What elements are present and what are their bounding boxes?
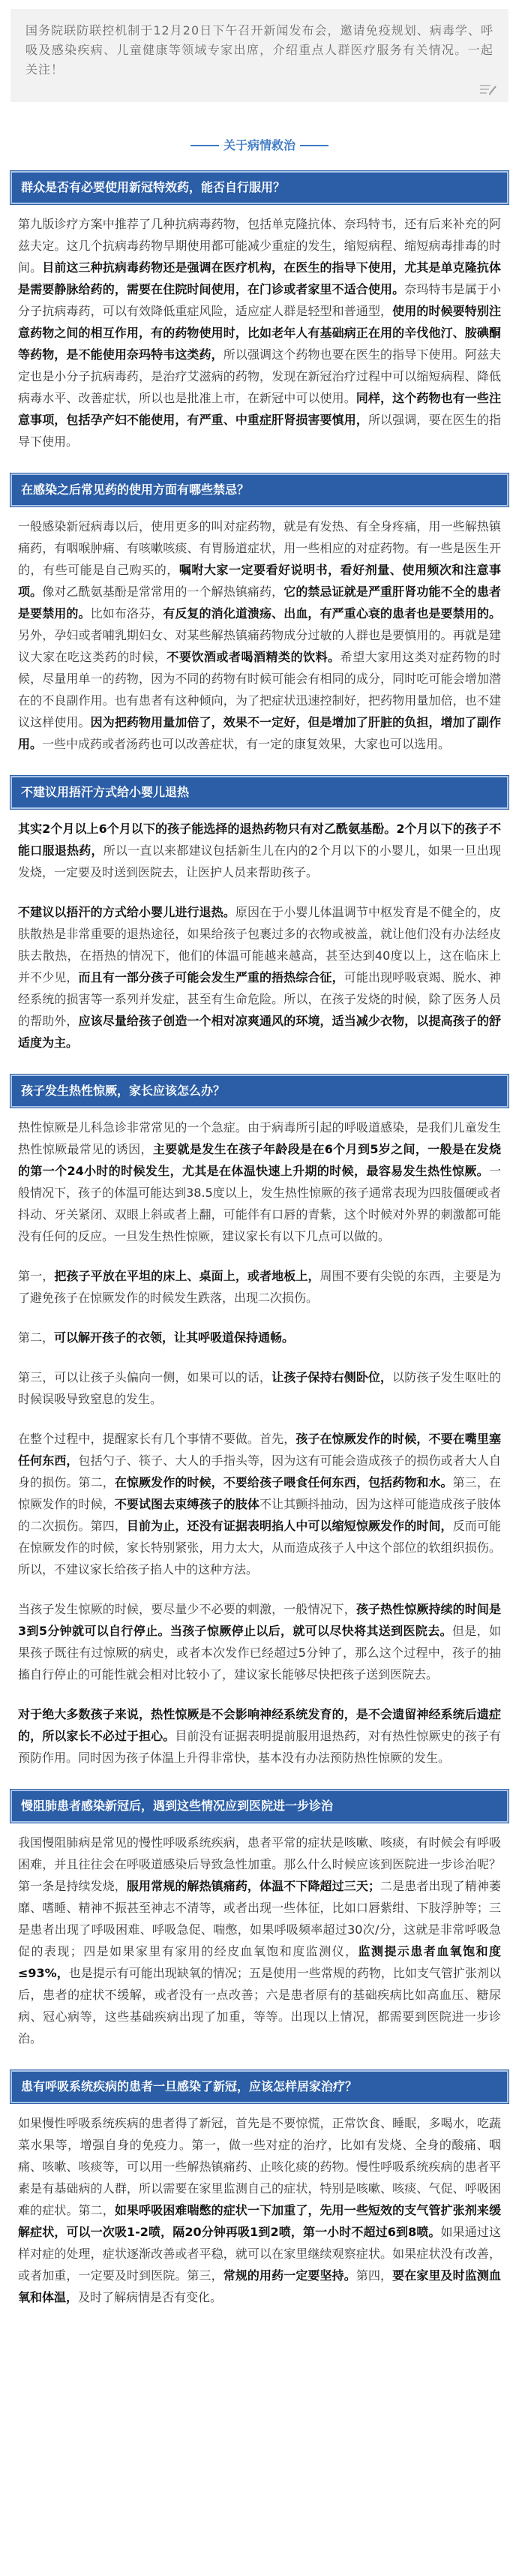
body-text: 一般感染新冠病毒以后，使用更多的叫对症药物，就是有发热、有全身疼痛，用一些解热镇痛药，有咽喉肿痛、有咳嗽咳痰、有胃肠道症状，用一些相应的对症药物。有一些是医生开的，有些可能是自己购买的， — [18, 519, 501, 577]
bold-text: 主要就是发生在孩子年龄段是在6个月到5岁之间，一般是在发烧的第一个24小时的时候发生，尤其是在体温快速上升期的时候，最容易发生热性惊厥。 — [18, 1142, 501, 1178]
article-section — [0, 776, 519, 1054]
bold-text: 不要饮酒或者喝酒精类的饮料。 — [166, 650, 340, 664]
bold-text: 目前这三种抗病毒药物还是强调在医疗机构，在医生的指导下使用，尤其是单克隆抗体是需要静脉给药的，需要在住院时间使用，在门诊或者家里不适合使用。 — [18, 260, 501, 296]
bold-text: 它的禁忌证就是严重肝肾功能不全的患者是要禁用的。 — [18, 585, 501, 621]
bold-text: 对于绝大多数孩子来说，热性惊厥是不会影响神经系统发育的，是不会遗留神经系统后遗症的，所以家长不必过于担心。 — [18, 1707, 501, 1743]
section-body — [0, 2112, 519, 2308]
section-title: 孩子发生热性惊厥，家长应该怎么办？ — [10, 1075, 508, 1108]
body-text: 另外，孕妇或者哺乳期妇女、对某些解热镇痛药物成分过敏的人群也是要慎用的。再就是建议大家在吃这类药的时候， — [18, 628, 501, 664]
section-title: 不建议用捂汗方式给小婴儿退热 — [10, 776, 508, 809]
bold-text: 其实2个月以上6个月以下的孩子能选择的退热药物只有对乙酰氨基酚。2个月以下的孩子不能口服退热药， — [18, 822, 501, 858]
topic-heading-text: 关于病情救治 — [223, 138, 296, 152]
body-text: 第一， — [18, 1269, 55, 1283]
paragraph — [18, 1832, 501, 2049]
intro-box — [10, 9, 508, 102]
note-edit-icon — [478, 83, 498, 96]
bold-text: 因为把药物用量加倍了，效果不一定好，但是增加了肝脏的负担，增加了副作用。 — [18, 715, 501, 751]
paragraph — [18, 1265, 501, 1309]
body-text: 所以强调，要在医生的指导下使用。 — [18, 413, 501, 449]
body-text: 一些中成药或者汤药也可以改善症状，有一定的康复效果，大家也可以选用。 — [42, 737, 451, 751]
bold-text: 把孩子平放在平坦的床上、桌面上，或者地板上， — [54, 1269, 320, 1283]
article-section — [0, 2070, 519, 2308]
paragraph — [18, 1366, 501, 1410]
bold-text: 在惊厥发作的时候，不要给孩子喂食任何东西，包括药物和水。 — [114, 1475, 453, 1489]
article-section — [0, 1075, 519, 1769]
body-text: 但是，如果孩子既往有过惊厥的病史，或者本次发作已经超过5分钟了，那么这个过程中，孩子的抽搐自行停止的可能性就会相对比较小了，建议家长能够尽快把孩子送到医院去。 — [18, 1624, 501, 1682]
body-text: 一般情况下，孩子的体温可能达到38.5度以上，发生热性惊厥的孩子通常表现为四肢僵硬或者抖动、牙关紧闭、双眼上斜或者上翻，可能伴有口唇的青紫，这个时候对外界的刺激都可能没有任何的反应。一旦发生热性惊厥，建议家长有以下几点可以做的。 — [18, 1164, 501, 1243]
body-text: 第三，在惊厥发作的时候， — [18, 1475, 501, 1511]
section-body — [0, 213, 519, 452]
article-sections — [0, 171, 519, 2308]
paragraph — [18, 213, 501, 452]
section-body — [0, 1832, 519, 2049]
bold-text: 而且有一部分孩子可能会发生严重的捂热综合征， — [78, 970, 344, 984]
topic-line-left — [190, 145, 219, 146]
paragraph — [18, 1327, 501, 1348]
bold-text: 目前为止，还没有证据表明掐人中可以缩短惊厥发作的时间， — [126, 1519, 453, 1533]
body-text: 可能出现呼吸衰竭、脱水、神经系统的损害等一系列并发症，甚至有生命危险。所以，在孩子发烧的时候，除了医务人员的帮助外， — [18, 970, 501, 1028]
article-section — [0, 1790, 519, 2049]
bold-text: 不建议以捂汗的方式给小婴儿进行退热。 — [18, 905, 236, 919]
section-body — [0, 1117, 519, 1769]
bold-text: 孩子热性惊厥持续的时间是3到5分钟就可以自行停止。当孩子惊厥停止以后，就可以尽快将其送到医院去。 — [18, 1602, 501, 1638]
bold-text: 孩子在惊厥发作的时候，不要在嘴里塞任何东西， — [18, 1432, 501, 1468]
body-text: 所以一直以来都建议包括新生儿在内的2个月以下的小婴儿，如果一旦出现发烧，一定要及时送到医院去，让医护人员来帮助孩子。 — [18, 843, 501, 879]
body-text: 不让其颤抖抽动，因为这样可能造成孩子肢体的二次损伤。第四， — [18, 1497, 501, 1533]
bold-text: 应该尽量给孩子创造一个相对凉爽通风的环境，适当减少衣物，以提高孩子的舒适度为主。 — [18, 1014, 501, 1050]
body-text: 比如布洛芬， — [90, 606, 164, 621]
bold-text: 可以解开孩子的衣领，让其呼吸道保持通畅。 — [54, 1330, 295, 1345]
bold-text: 监测提示患者血氧饱和度≤93%， — [18, 1944, 501, 1980]
bold-text: 同样，这个药物也有一些注意事项，包括孕产妇不能使用，有严重、中重症肝肾损害要慎用， — [18, 391, 501, 427]
paragraph — [18, 1117, 501, 1247]
body-text: 反而可能在惊厥发作的时候，家长特别紧张，用力太大，从而造成孩子人中这个部位的软组织损伤。所以，不建议家长给孩子掐人中的这种方法。 — [18, 1519, 501, 1577]
bold-text: 不要试图去束缚孩子的肢体 — [114, 1497, 260, 1511]
body-text: 也是提示有可能出现缺氧的情况；五是使用一些常规的药物，比如支气管扩张剂以后，患者的症状不缓解，或者没有一点改善；六是患者原有的基础疾病比如高血压、糖尿病、冠心病等，这些基础疾病出现了加重，等等。出现以上情况，都需要到医院进一步诊治。 — [18, 1966, 501, 2045]
paragraph — [18, 516, 501, 755]
bold-text: 服用常规的解热镇痛药，体温不下降超过三天； — [126, 1879, 380, 1893]
body-text: 所以强调这个药物也要在医生的指导下使用。阿兹夫定也是小分子抗病毒药，是治疗艾滋病的药物，发现在新冠治疗过程中可以缩短病程、降低病毒水平、改善症状，所以也是批准上市，在新冠中可以使用。 — [18, 347, 501, 405]
bold-text: 要在家里及时监测血氧和体温， — [18, 2268, 501, 2304]
body-text: 以防孩子发生呕吐的时候误吸导致窒息的发生。 — [18, 1370, 501, 1406]
paragraph — [18, 1428, 501, 1580]
body-text: 第四， — [356, 2268, 393, 2283]
paragraph — [18, 901, 501, 1054]
body-text: 奈玛特韦是属于小分子抗病毒药，可以有效降低重症风险，适应症人群是轻型和普通型， — [18, 282, 501, 318]
body-text: 周围不要有尖锐的东西，主要是为了避免孩子在惊厥发作的时候发生跌落，出现二次损伤。 — [18, 1269, 501, 1305]
body-text: 第九版诊疗方案中推荐了几种抗病毒药物，包括单克隆抗体、奈玛特韦，还有后来补充的阿兹夫定。这几个抗病毒药物早期使用都可能减少重症的发生，缩短病程、缩短病毒排毒的时间。 — [18, 217, 501, 275]
bold-text: 有反复的消化道溃疡、出血，有严重心衰的患者也是要禁用的。 — [163, 606, 501, 621]
body-text: 像对乙酰氨基酚是常常用的一个解热镇痛药， — [42, 585, 284, 599]
body-text: 第二， — [18, 1330, 55, 1345]
body-text: 及时了解病情是否有变化。 — [78, 2290, 223, 2304]
body-text: 热性惊厥是儿科急诊非常常见的一个急症。由于病毒所引起的呼吸道感染，是我们儿童发生热性惊厥最常见的诱因， — [18, 1120, 501, 1156]
body-text: 原因在于小婴儿体温调节中枢发育是不健全的，皮肤散热是非常重要的退热途径，如果给孩子包裹过多的衣物或被盖，就让他们没有办法经皮肤去散热，在捂热的情况下，他们的体温可能越来越高，甚至达到40度以上，这在临床上并不少见， — [18, 905, 501, 984]
article-section — [0, 171, 519, 452]
body-text: 希望大家用这类对症药物的时候，尽量用单一的药物，因为不同的药物有时候可能会有相同的成分，同时吃可能会增加潜在的不良副作用。也有患者有这种倾向，为了把症状迅速控制好，把药物用量加倍，也不建议这样使用。 — [18, 650, 501, 729]
intro-text: 国务院联防联控机制于12月20日下午召开新闻发布会，邀请免疫规划、病毒学、呼吸及感染疾病、儿童健康等领域专家出席，介绍重点人群医疗服务有关情况。一起关注！ — [26, 23, 494, 77]
paragraph — [18, 818, 501, 883]
bold-text: 嘱咐大家一定要看好说明书，看好剂量、使用频次和注意事项。 — [18, 563, 501, 599]
topic-heading — [0, 137, 519, 155]
bold-text: 如果呼吸困难喘憋的症状一下加重了，先用一些短效的支气管扩张剂来缓解症状，可以一次吸1-2喷，隔20分钟再吸1到2喷，第一小时不超过6到8喷。 — [18, 2203, 501, 2239]
article-section — [0, 473, 519, 755]
body-text: 第三，可以让孩子头偏向一侧，如果可以的话， — [18, 1370, 272, 1384]
body-text: 目前没有证据表明提前服用退热药，对有热性惊厥史的孩子有预防作用。同时因为孩子体温上升得非常快，基本没有办法预防热性惊厥的发生。 — [18, 1729, 501, 1765]
section-title: 慢阻肺患者感染新冠后，遇到这些情况应到医院进一步诊治 — [10, 1790, 508, 1823]
section-body — [0, 516, 519, 755]
body-text: 如果慢性呼吸系统疾病的患者得了新冠，首先是不要惊慌，正常饮食、睡眠，多喝水，吃蔬菜水果等，增强自身的免疫力。第一，做一些对症的治疗，比如有发烧、全身的酸痛、咽痛、咳嗽、咳痰等，可以用一些解热镇痛药、止咳化痰的药物。慢性呼吸系统疾病的患者平素是有基础病的人群，所以需要在家里监测自己的症状，特别是咳嗽、咳痰、气促、呼吸困难的症状。第二， — [18, 2116, 501, 2217]
paragraph — [18, 1703, 501, 1769]
body-text: 如果通过这样对症的处理，症状逐渐改善或者平稳，就可以在家里继续观察症状。如果症状没有改善，或者加重，一定要及时到医院。第三， — [18, 2225, 501, 2283]
section-title: 在感染之后常见药的使用方面有哪些禁忌？ — [10, 473, 508, 506]
topic-line-right — [300, 145, 328, 146]
section-body — [0, 818, 519, 1054]
paragraph — [18, 1598, 501, 1685]
bold-text: 让孩子保持右侧卧位， — [272, 1370, 393, 1384]
paragraph — [18, 2112, 501, 2308]
body-text: 包括勺子、筷子、大人的手指头等，因为这有可能会造成孩子的损伤或者大人自身的损伤。第二， — [18, 1453, 501, 1489]
section-title: 群众是否有必要使用新冠特效药，能否自行服用？ — [10, 171, 508, 204]
body-text: 二是患者出现了精神萎靡、嗜睡、精神不振甚至神志不清等，或者出现一些体征，比如口唇紫绀、下肢浮肿等；三是患者出现了呼吸困难、呼吸急促、喘憋，如果呼吸频率超过30次/分，这就是非常呼吸急促的表现；四是如果家里有家用的经皮血氧饱和度监测仪， — [18, 1879, 501, 1958]
bold-text: 使用的时候要特别注意药物之间的相互作用，有的药物使用时，比如老年人有基础病正在用的辛伐他汀、胺碘酮等药物，是不能使用奈玛特韦这类药， — [18, 304, 501, 362]
body-text: 在整个过程中，提醒家长有几个事情不要做。首先， — [18, 1432, 296, 1446]
section-title: 患有呼吸系统疾病的患者一旦感染了新冠，应该怎样居家治疗？ — [10, 2070, 508, 2103]
body-text: 我国慢阻肺病是常见的慢性呼吸系统疾病，患者平常的症状是咳嗽、咳痰，有时候会有呼吸困难，并且往往会在呼吸道感染后导致急性加重。那么什么时候应该到医院进一步诊治呢？第一条是持续发烧， — [18, 1835, 501, 1893]
bold-text: 常规的用药一定要坚持。 — [223, 2268, 356, 2283]
body-text: 当孩子发生惊厥的时候，要尽量少不必要的刺激，一般情况下， — [18, 1602, 356, 1616]
